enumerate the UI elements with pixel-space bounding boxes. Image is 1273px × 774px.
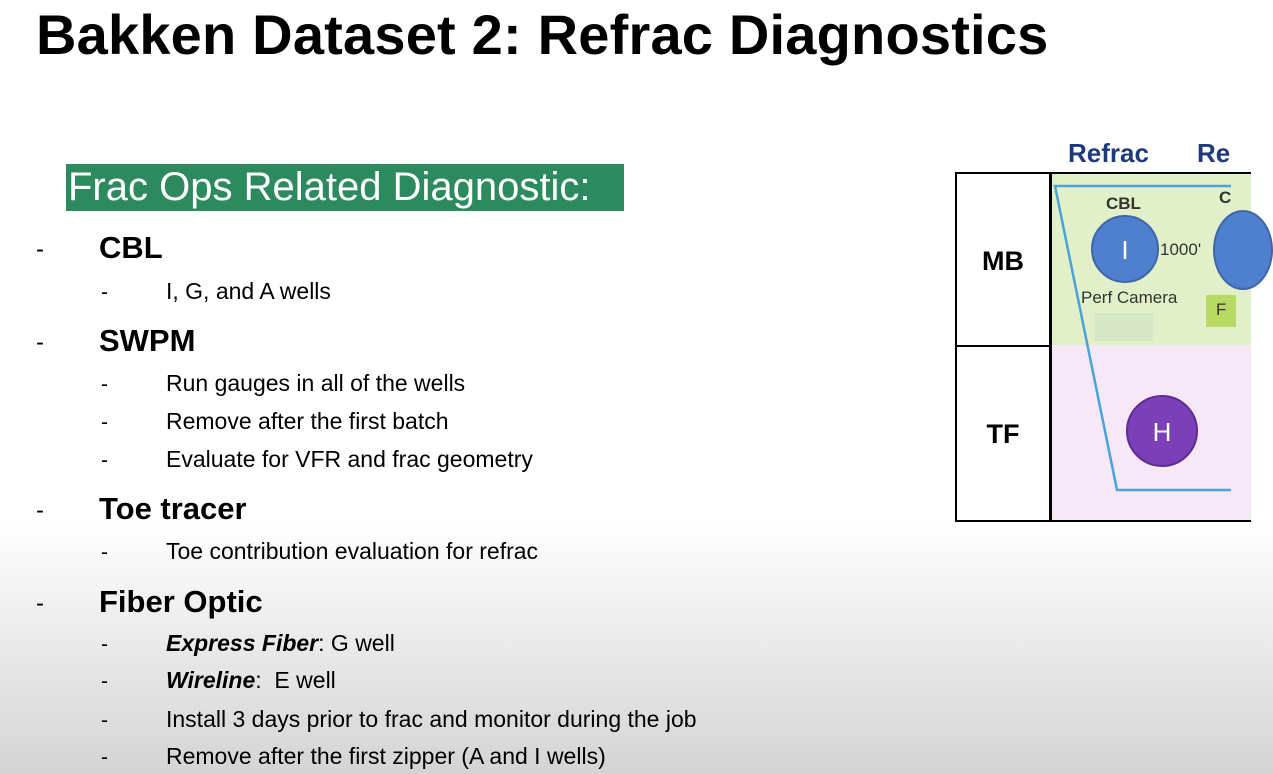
sub-bullet-dash: - [101, 411, 108, 434]
item-heading-toe-tracer: Toe tracer [99, 491, 247, 526]
sub-item: Toe contribution evaluation for refrac [166, 538, 539, 564]
bullet-dash: - [36, 236, 44, 263]
well-diagram [955, 130, 1232, 530]
label-patch [1206, 295, 1236, 327]
perf-camera-label: Perf Camera [1081, 288, 1178, 307]
item-heading-fiber-optic: Fiber Optic [99, 584, 263, 619]
well-i: I [1091, 215, 1159, 283]
emphasis-text: Wireline [166, 667, 256, 693]
sub-item: Run gauges in all of the wells [166, 370, 466, 396]
sub-bullet-dash: - [101, 449, 108, 472]
label-highlight [1095, 313, 1153, 341]
well-partial [1213, 210, 1273, 290]
distance-label: 1000' [1160, 240, 1202, 259]
sub-item: I, G, and A wells [166, 278, 331, 304]
slide-title: Bakken Dataset 2: Refrac Diagnostics [36, 3, 1049, 66]
cbl-label: CBL [1106, 194, 1141, 213]
zone-label-column [955, 172, 1051, 522]
row-divider [957, 345, 1049, 347]
sub-item [166, 630, 395, 657]
bullet-dash: - [36, 497, 44, 524]
bullet-dash: - [36, 590, 44, 617]
row-label-tf: TF [986, 419, 1020, 449]
sub-bullet-dash: - [101, 281, 108, 304]
bullet-dash: - [36, 329, 44, 356]
sub-item: Evaluate for VFR and frac geometry [166, 446, 533, 472]
column-header-refrac: Refrac [1068, 138, 1149, 168]
sub-item-rest: : E well [255, 667, 336, 693]
row-label-mb: MB [982, 246, 1024, 276]
cbl-label-partial: C [1219, 188, 1232, 207]
sub-item: Remove after the first zipper (A and I wells) [166, 743, 606, 769]
sub-bullet-dash: - [101, 541, 108, 564]
section-heading: Frac Ops Related Diagnostic: [66, 164, 624, 211]
sub-bullet-dash: - [101, 373, 108, 396]
item-heading-swpm: SWPM [99, 323, 196, 358]
sub-bullet-dash: - [101, 746, 108, 769]
emphasis-text: Express Fiber [166, 630, 319, 656]
column-header-partial: Re [1197, 138, 1231, 168]
well-h: H [1126, 395, 1198, 467]
sub-item-rest: : G well [318, 630, 395, 656]
sub-item: Install 3 days prior to frac and monitor during the job [166, 706, 697, 732]
sub-item: Remove after the first batch [166, 408, 449, 434]
sub-item [166, 667, 336, 694]
patch-letter: F [1216, 300, 1227, 319]
item-heading-cbl: CBL [99, 230, 163, 265]
sub-bullet-dash: - [101, 709, 108, 732]
sub-bullet-dash: - [101, 633, 108, 656]
sub-bullet-dash: - [101, 670, 108, 693]
column-divider [1049, 172, 1052, 522]
